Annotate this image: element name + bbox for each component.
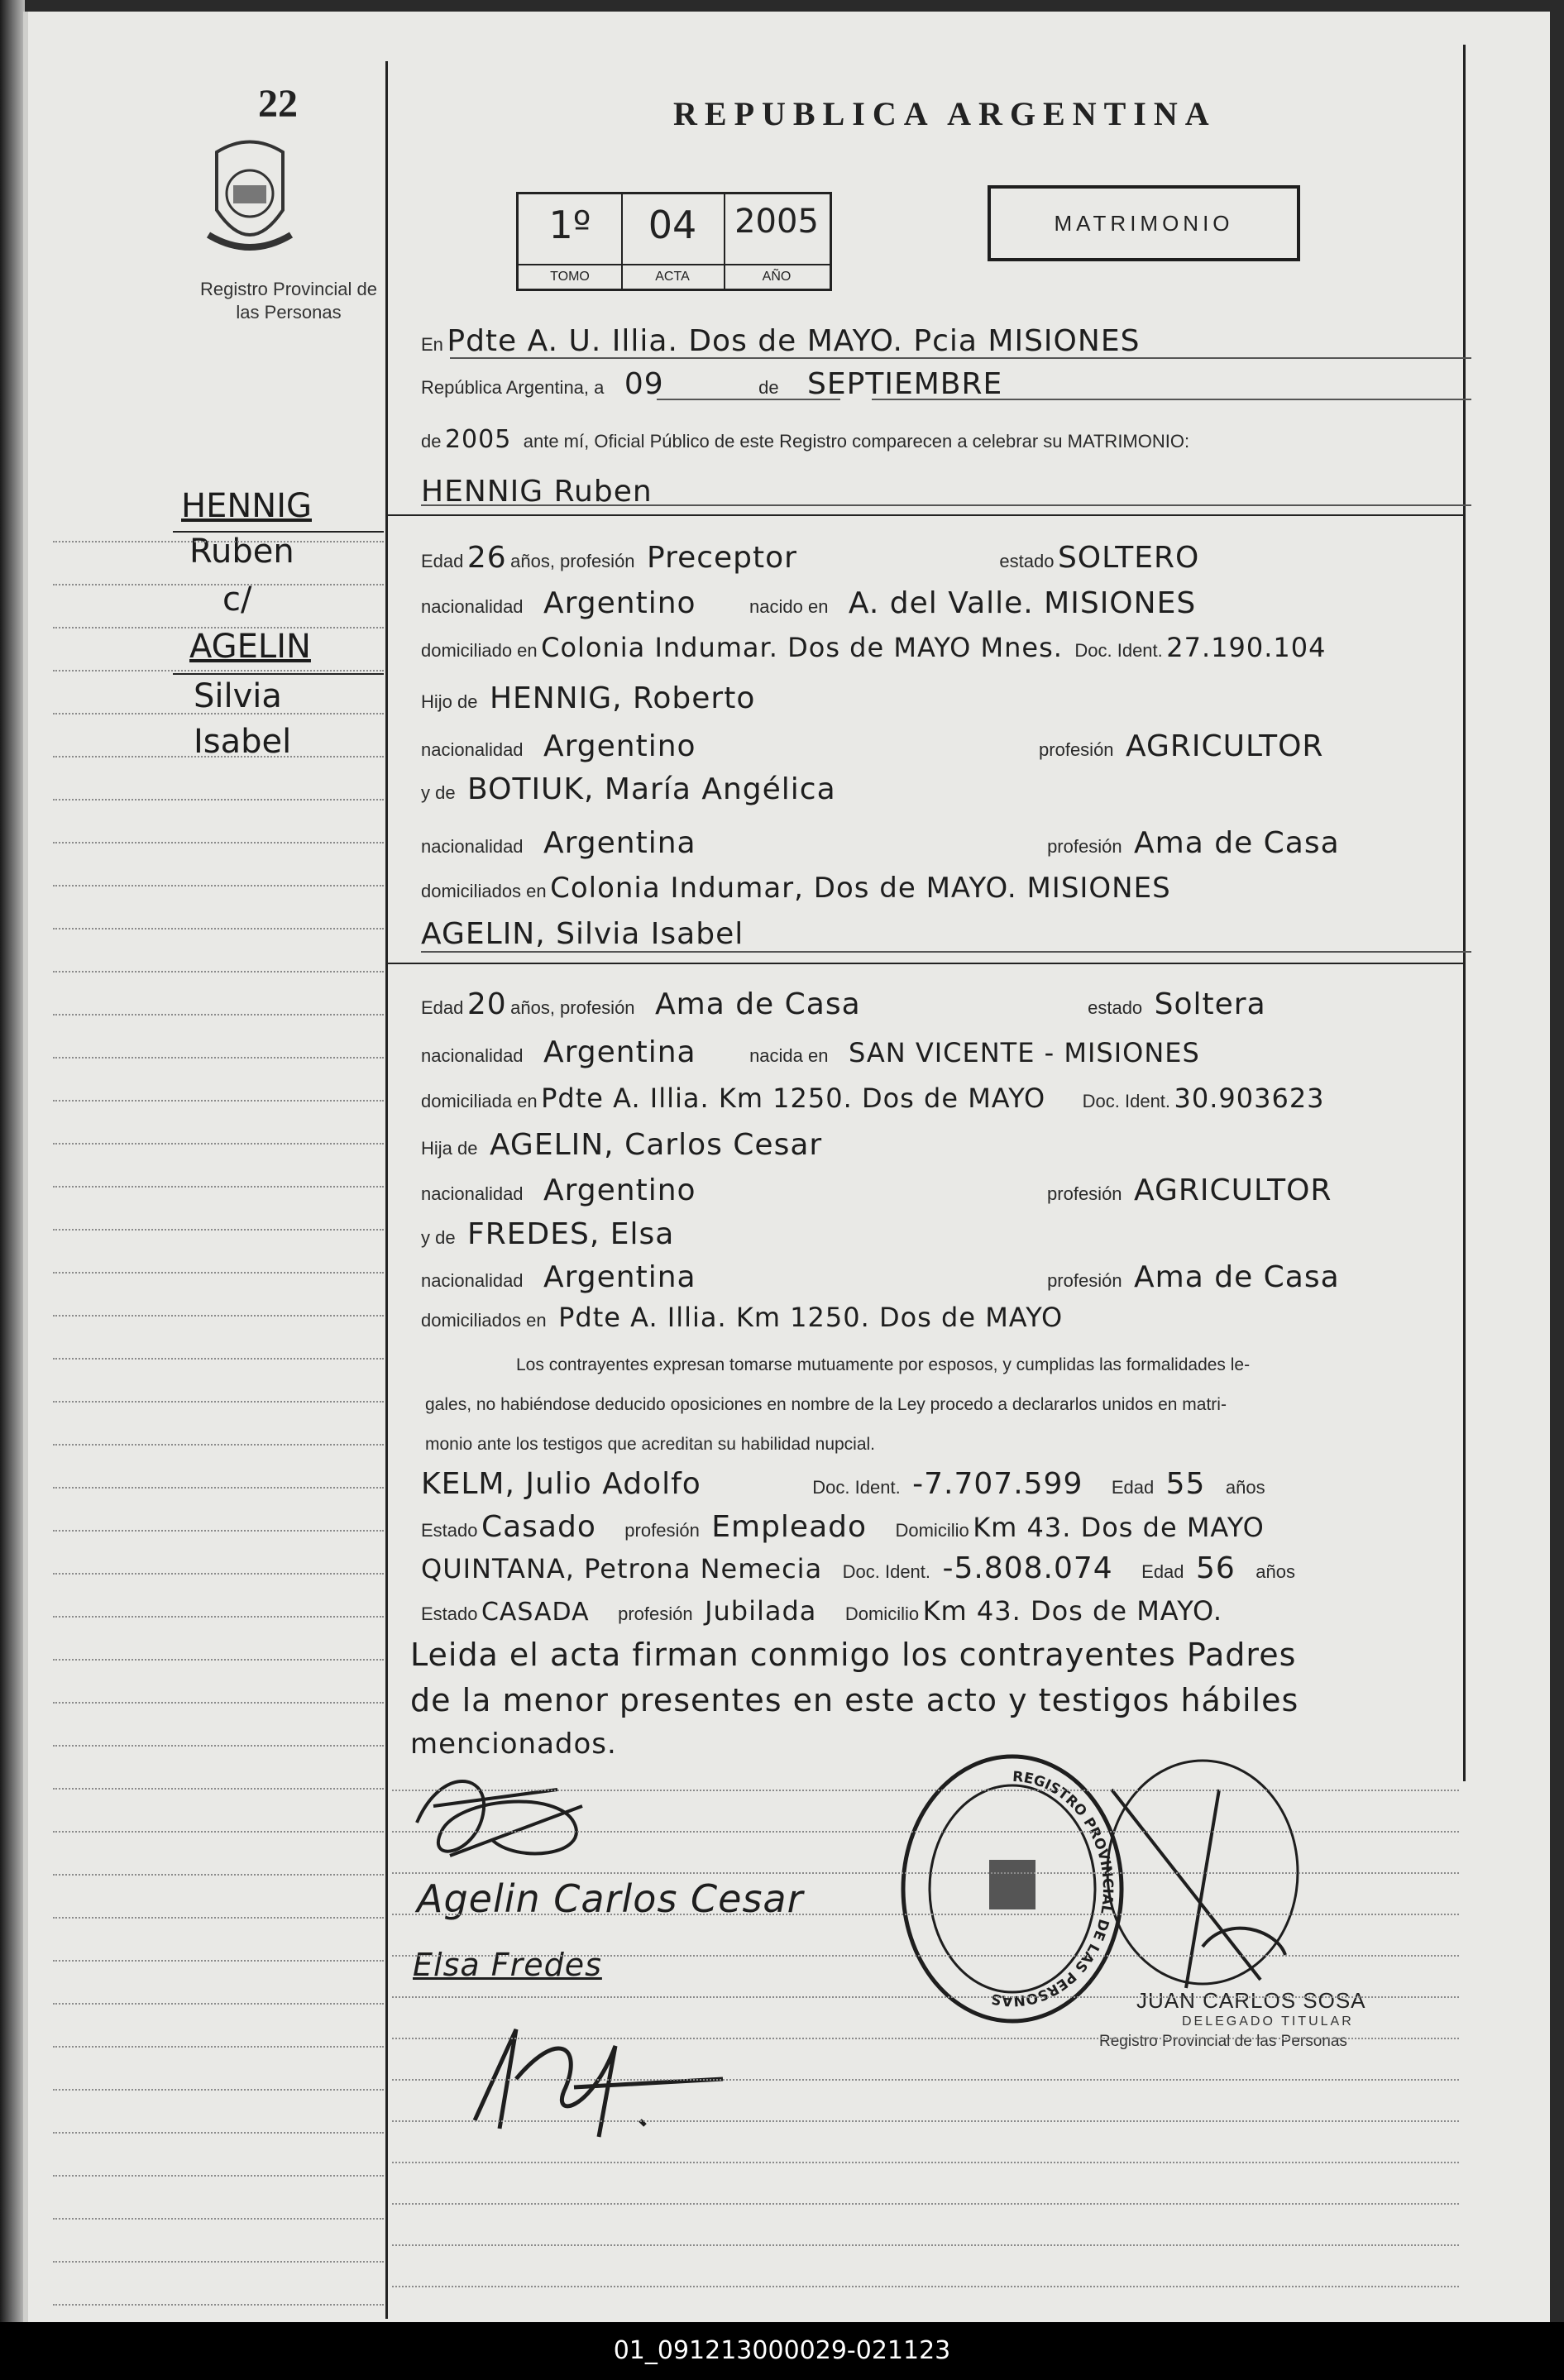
- official-signature: [1095, 1756, 1310, 2005]
- doc-label: Doc. Ident.: [812, 1477, 901, 1498]
- ruled-line: [53, 1186, 384, 1188]
- groom-name-row: [421, 475, 653, 509]
- edad-label: Edad: [421, 551, 464, 571]
- witness-2-doc: -5.808.074: [942, 1551, 1113, 1585]
- bride-mother: FREDES, Elsa: [467, 1217, 675, 1251]
- ruled-line: [53, 1874, 384, 1876]
- witness-2-name: QUINTANA, Petrona Nemecia: [421, 1553, 823, 1584]
- groom-parents-address-row: [421, 872, 1171, 905]
- groom-signature: [392, 1756, 607, 1881]
- ruled-line: [53, 1444, 384, 1446]
- edad-label: Edad: [421, 997, 464, 1018]
- nacionalidad-label: nacionalidad: [421, 739, 524, 760]
- groom-mother: BOTIUK, María Angélica: [467, 772, 836, 806]
- domiciliados-label: domiciliados en: [421, 881, 547, 901]
- ruled-line: [53, 1960, 384, 1962]
- registry-label: Registro Provincial de las Personas: [200, 279, 377, 323]
- ano-value: 2005: [734, 203, 819, 241]
- ruled-line: [53, 2218, 384, 2220]
- ruled-line: [53, 1315, 384, 1317]
- bride-mother-nat-row: [421, 1260, 1340, 1294]
- margin-rule: [385, 61, 388, 2319]
- bride-parents-address: Pdte A. Illia. Km 1250. Dos de MAYO: [558, 1302, 1064, 1333]
- groom-mother-nationality: Argentina: [543, 826, 696, 860]
- profesion-label: profesión: [1047, 1183, 1122, 1204]
- profesion-label: profesión: [618, 1603, 693, 1624]
- domiciliado-label: domiciliado en: [421, 640, 538, 661]
- margin-underline: [173, 531, 384, 533]
- ruled-line: [53, 971, 384, 973]
- ruled-line: [53, 713, 384, 714]
- signature-agelin: Agelin Carlos Cesar: [417, 1876, 804, 1921]
- fill-line: [421, 951, 1471, 953]
- profesion-label: profesión: [1047, 836, 1122, 857]
- doc-label: Doc. Ident.: [1082, 1091, 1171, 1111]
- bride-mother-profession: Ama de Casa: [1134, 1260, 1340, 1294]
- ruled-line: [392, 1872, 1459, 1874]
- image-id-footer: 01_091213000029-021123: [0, 2322, 1564, 2380]
- closing-line-3: mencionados.: [410, 1728, 617, 1761]
- bride-parents-address-row: [421, 1302, 1063, 1333]
- place-value: Pdte A. U. Illia. Dos de MAYO. Pcia MISIONES: [447, 324, 1141, 358]
- ruled-line: [53, 842, 384, 844]
- place-row: [421, 324, 1140, 358]
- closing-line-2: de la menor presentes en este acto y testigos hábiles: [410, 1682, 1299, 1718]
- bride-address: Pdte A. Illia. Km 1250. Dos de MAYO: [541, 1082, 1046, 1114]
- nacionalidad-label: nacionalidad: [421, 836, 524, 857]
- tomo-value: 1º: [548, 203, 591, 247]
- margin-name-bride-2: Isabel: [194, 723, 292, 761]
- hijo-label: Hijo de: [421, 691, 478, 712]
- ruled-line: [53, 670, 384, 671]
- ruled-line: [53, 1272, 384, 1274]
- ruled-line: [53, 885, 384, 887]
- profesion-label: profesión: [1039, 739, 1114, 760]
- groom-nationality-row: [421, 586, 1196, 620]
- doc-label: Doc. Ident.: [842, 1561, 931, 1582]
- ruled-line: [53, 1401, 384, 1403]
- tomo-cell: [519, 194, 623, 289]
- groom-address: Colonia Indumar. Dos de MAYO Mnes.: [541, 632, 1063, 663]
- ano-cell: [724, 194, 830, 289]
- witness-1-age: 55: [1165, 1467, 1206, 1501]
- en-label: En: [421, 334, 443, 355]
- signature-fredes: Elsa Fredes: [413, 1947, 602, 1983]
- bride-doc: 30.903623: [1174, 1082, 1325, 1114]
- witness-1-detail-row: [421, 1510, 1265, 1544]
- ruled-line: [53, 1487, 384, 1489]
- year-value: 2005: [444, 425, 512, 454]
- witness-signature: [442, 1996, 739, 2145]
- tomo-label: TOMO: [519, 264, 621, 289]
- fill-line: [421, 504, 1471, 506]
- bride-profession: Ama de Casa: [655, 987, 861, 1021]
- closing-line-1: Leida el acta firman conmigo los contrayentes Padres: [410, 1637, 1297, 1673]
- republica-label: República Argentina, a: [421, 377, 605, 398]
- section-divider: [385, 514, 1465, 516]
- bride-address-row: [421, 1082, 1325, 1114]
- groom-birthplace: A. del Valle. MISIONES: [848, 586, 1197, 620]
- witness-1-doc: -7.707.599: [912, 1467, 1083, 1501]
- bride-birthplace: SAN VICENTE - MISIONES: [848, 1037, 1200, 1068]
- witness-2-profession: Jubilada: [705, 1595, 817, 1627]
- bride-age-row: [421, 987, 1266, 1021]
- intro-text: ante mí, Oficial Público de este Registro comparecen a celebrar su MATRIMONIO:: [523, 431, 1190, 452]
- year-row: [421, 425, 1189, 454]
- ruled-line: [53, 1143, 384, 1145]
- page-number: 22: [258, 82, 298, 126]
- margin-underline: [173, 673, 384, 675]
- domiciliados-label: domiciliados en: [421, 1310, 547, 1331]
- bride-nationality: Argentina: [543, 1035, 696, 1069]
- groom-mother-row: [421, 772, 836, 806]
- anos-prof-label: años, profesión: [510, 551, 635, 571]
- official-title: DELEGADO TITULAR: [1182, 2014, 1354, 2029]
- year-prefix: de: [421, 431, 442, 452]
- groom-profession: Preceptor: [647, 541, 797, 575]
- nacionalidad-label: nacionalidad: [421, 1270, 524, 1291]
- bride-status: Soltera: [1154, 987, 1266, 1021]
- fill-line: [872, 399, 1471, 400]
- bride-name: AGELIN, Silvia Isabel: [421, 917, 744, 951]
- estado-label: estado: [1088, 997, 1143, 1018]
- ruled-line: [53, 1530, 384, 1532]
- ruled-line: [53, 1358, 384, 1360]
- section-divider: [385, 963, 1465, 964]
- bride-name-row: [421, 917, 744, 951]
- right-rule: [1463, 45, 1466, 1781]
- witness-2-age: 56: [1195, 1551, 1236, 1585]
- hija-label: Hija de: [421, 1138, 478, 1159]
- acta-value: 04: [648, 203, 697, 247]
- official-office: Registro Provincial de las Personas: [1099, 2033, 1347, 2050]
- witness-1-address: Km 43. Dos de MAYO: [973, 1512, 1265, 1543]
- ruled-line: [53, 2089, 384, 2091]
- witness-1-row: [421, 1467, 1265, 1501]
- fill-line: [657, 399, 840, 400]
- groom-father-nat-row: [421, 729, 1323, 763]
- ruled-line: [392, 1914, 1459, 1915]
- margin-name-groom: Ruben: [189, 533, 294, 571]
- declaration-line-2: gales, no habiéndose deducido oposiciones en nombre de la Ley procedo a declararlos unidos en matri-: [425, 1395, 1227, 1414]
- ruled-line: [53, 1917, 384, 1919]
- act-type-box: MATRIMONIO: [988, 185, 1300, 261]
- witness-2-status: CASADA: [481, 1598, 590, 1627]
- month-value: SEPTIEMBRE: [807, 367, 1003, 401]
- nacionalidad-label: nacionalidad: [421, 1045, 524, 1066]
- book-spine: [0, 0, 25, 2322]
- ruled-line: [53, 1659, 384, 1661]
- bride-mother-nationality: Argentina: [543, 1260, 696, 1294]
- witness-2-address: Km 43. Dos de MAYO.: [922, 1595, 1223, 1627]
- ruled-line: [392, 1790, 1459, 1791]
- register-page: [23, 12, 1550, 2322]
- seal-text: REGISTRO PROVINCIAL DE LAS PERSONAS: [989, 1768, 1117, 2010]
- ruled-line: [53, 2046, 384, 2048]
- ruled-line: [53, 627, 384, 628]
- day-value: 09: [624, 367, 664, 401]
- ruled-line: [392, 1831, 1459, 1833]
- ano-label: AÑO: [724, 264, 830, 289]
- declaration-line-1: Los contrayentes expresan tomarse mutuamente por esposos, y cumplidas las formalidades le-: [516, 1355, 1251, 1374]
- ruled-line: [392, 2038, 1459, 2039]
- bride-father-profession: AGRICULTOR: [1134, 1173, 1332, 1207]
- ruled-line: [53, 584, 384, 585]
- ruled-line: [53, 2261, 384, 2263]
- ruled-line: [53, 1014, 384, 1016]
- yde-label: y de: [421, 1227, 456, 1248]
- margin-connector: c/: [222, 581, 252, 619]
- margin-surname-bride: AGELIN: [189, 628, 311, 666]
- witness-2-row: [421, 1551, 1295, 1585]
- tomo-acta-ano-box: [516, 192, 832, 291]
- declaration-line-3: monio ante los testigos que acreditan su habilidad nupcial.: [425, 1435, 876, 1454]
- province-coat-of-arms-icon: [200, 136, 299, 260]
- edad-label: Edad: [1111, 1477, 1155, 1498]
- ruled-line: [53, 1831, 384, 1833]
- witness-2-detail-row: [421, 1595, 1222, 1627]
- ruled-line: [53, 2304, 384, 2306]
- ruled-line: [53, 1745, 384, 1747]
- profesion-label: profesión: [624, 1520, 700, 1541]
- ruled-line: [53, 1702, 384, 1704]
- edad-label: Edad: [1141, 1561, 1184, 1582]
- ruled-line: [53, 2175, 384, 2177]
- nacido-label: nacido en: [749, 596, 829, 617]
- domicilio-label: Domicilio: [895, 1520, 969, 1541]
- bride-father-nat-row: [421, 1173, 1332, 1207]
- acta-label: ACTA: [621, 264, 724, 289]
- nacionalidad-label: nacionalidad: [421, 596, 524, 617]
- ruled-line: [392, 2203, 1459, 2205]
- anos-label: años: [1256, 1561, 1295, 1582]
- bride-father-nationality: Argentino: [543, 1173, 696, 1207]
- groom-father-nationality: Argentino: [543, 729, 696, 763]
- ruled-line: [53, 756, 384, 757]
- bride-father-row: [421, 1128, 822, 1162]
- groom-name: HENNIG Ruben: [421, 475, 653, 509]
- official-name: JUAN CARLOS SOSA: [1136, 1988, 1366, 2013]
- groom-mother-nat-row: [421, 826, 1340, 860]
- ruled-line: [53, 1616, 384, 1618]
- witness-1-name: KELM, Julio Adolfo: [421, 1467, 701, 1501]
- domiciliada-label: domiciliada en: [421, 1091, 538, 1111]
- ruled-line: [392, 2079, 1459, 2081]
- ruled-line: [53, 1100, 384, 1102]
- margin-name-bride: Silvia: [194, 677, 282, 715]
- estado-label: Estado: [421, 1603, 478, 1624]
- de-label: de: [758, 377, 779, 398]
- bride-nationality-row: [421, 1035, 1200, 1069]
- ruled-line: [53, 1573, 384, 1575]
- groom-age: 26: [466, 541, 507, 575]
- bride-age: 20: [466, 987, 507, 1021]
- groom-father-profession: AGRICULTOR: [1126, 729, 1324, 763]
- ruled-line: [53, 799, 384, 801]
- groom-father: HENNIG, Roberto: [489, 681, 756, 715]
- groom-doc: 27.190.104: [1166, 632, 1327, 663]
- country-title: REPUBLICA ARGENTINA: [673, 95, 1217, 132]
- ruled-line: [53, 1229, 384, 1231]
- fill-line: [450, 357, 1471, 359]
- domicilio-label: Domicilio: [844, 1603, 920, 1624]
- anos-prof-label: años, profesión: [510, 997, 635, 1018]
- ruled-line: [53, 2132, 384, 2134]
- ruled-line: [53, 928, 384, 930]
- ruled-line: [392, 1955, 1459, 1957]
- groom-father-row: [421, 681, 755, 715]
- groom-age-row: [421, 541, 1199, 575]
- ruled-line: [53, 2003, 384, 2005]
- groom-status: SOLTERO: [1057, 541, 1200, 575]
- ruled-line: [392, 2162, 1459, 2163]
- estado-label: Estado: [421, 1520, 478, 1541]
- ruled-line: [53, 1057, 384, 1059]
- doc-label: Doc. Ident.: [1074, 640, 1163, 661]
- nacida-label: nacida en: [749, 1045, 829, 1066]
- bride-mother-row: [421, 1217, 674, 1251]
- profesion-label: profesión: [1047, 1270, 1122, 1291]
- ruled-line: [392, 2244, 1459, 2246]
- groom-mother-profession: Ama de Casa: [1134, 826, 1340, 860]
- groom-address-row: [421, 632, 1326, 663]
- nacionalidad-label: nacionalidad: [421, 1183, 524, 1204]
- estado-label: estado: [999, 551, 1055, 571]
- ruled-line: [392, 1996, 1459, 1998]
- groom-parents-address: Colonia Indumar, Dos de MAYO. MISIONES: [550, 872, 1171, 905]
- ruled-line: [53, 541, 384, 542]
- date-row: [421, 367, 1002, 401]
- ruled-line: [392, 2120, 1459, 2122]
- ruled-line: [53, 1788, 384, 1790]
- bride-father: AGELIN, Carlos Cesar: [489, 1128, 823, 1162]
- witness-1-profession: Empleado: [711, 1510, 868, 1544]
- ruled-line: [392, 2286, 1459, 2287]
- margin-surname-groom: HENNIG: [181, 487, 312, 525]
- anos-label: años: [1225, 1477, 1265, 1498]
- groom-nationality: Argentino: [543, 586, 696, 620]
- witness-1-status: Casado: [481, 1510, 596, 1544]
- yde-label: y de: [421, 782, 456, 803]
- acta-cell: [621, 194, 725, 289]
